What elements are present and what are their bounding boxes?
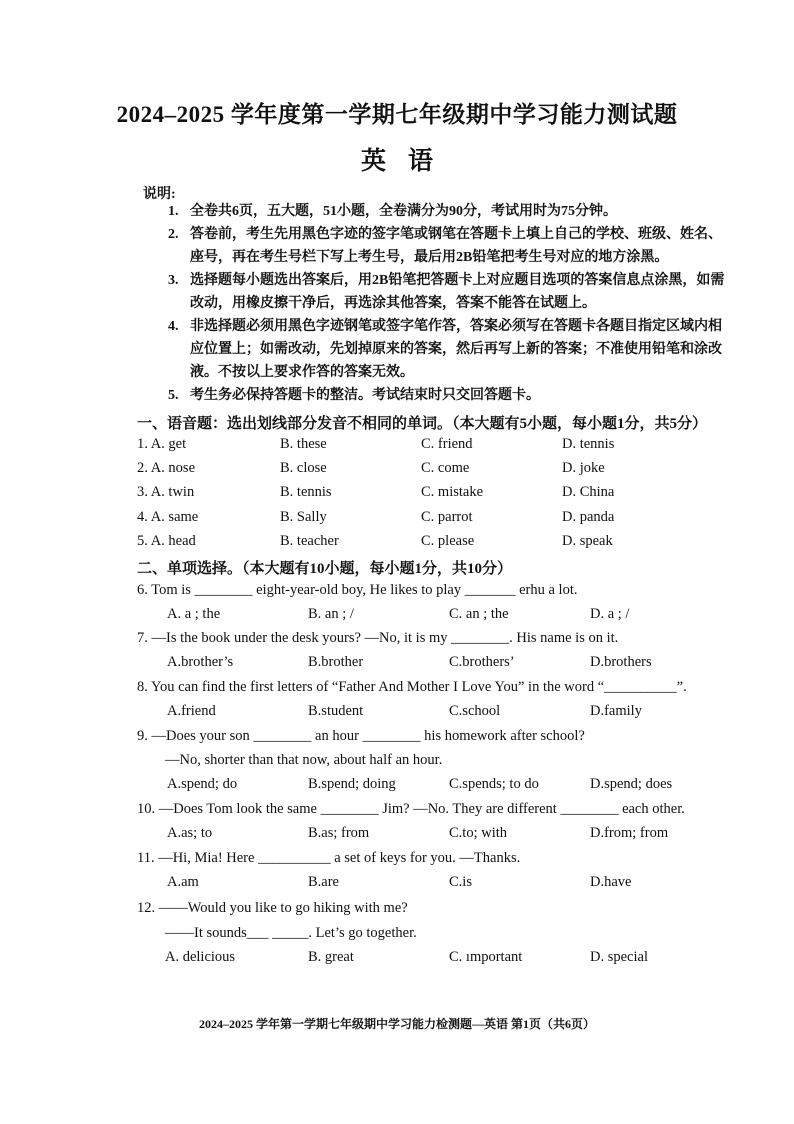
option-a: A. delicious [165, 949, 236, 965]
option-b: B.as; from [308, 825, 370, 841]
option-d: D.spend; does [590, 776, 673, 792]
option-c: C. please [421, 533, 475, 549]
question-stem: 10. —Does Tom look the same ________ Jim? —No. They are different ________ each other. [137, 801, 685, 817]
subject-heading: 英语 [360, 148, 455, 175]
exam-title: 2024–2025 学年度第一学期七年级期中学习能力测试题 [116, 102, 678, 127]
option-a: 4. A. same [137, 509, 199, 525]
option-d: D. tennis [562, 436, 615, 452]
option-d: D.from; from [590, 825, 669, 841]
question-stem: 7. —Is the book under the desk yours? —No, it is my ________. His name is on it. [137, 630, 619, 646]
option-d: D. panda [562, 509, 615, 525]
instructions-label: 说明: [143, 187, 176, 202]
question-stem: 9. —Does your son ________ an hour ________ his homework after school? [137, 728, 585, 744]
option-b: B.spend; doing [308, 776, 396, 792]
option-b: B. an ; / [308, 606, 354, 622]
instruction-number: 5. [168, 388, 179, 403]
instruction-text: 选择题每小题选出答案后，用2B铅笔把答题卡上对应题目选项的答案信息点涂黑，如需改动，用橡皮擦干净后，再选涂其他答案，答案不能答在试题上。 [190, 273, 725, 311]
option-a: A.brother’s [167, 654, 234, 670]
option-c: C. mistake [421, 484, 484, 500]
option-d: D. joke [562, 460, 605, 476]
instruction-item [168, 269, 728, 315]
instruction-text: 全卷共6页，五大题，51小题，全卷满分为90分，考试用时为75分钟。 [190, 204, 617, 219]
phonetics-row [137, 436, 737, 456]
question-stem: 12. ——Would you like to go hiking with me? [137, 900, 408, 916]
option-a: 1. A. get [137, 436, 187, 452]
options-row [167, 825, 767, 845]
question-stem: 8. You can find the first letters of “Father And Mother I Love You” in the word “__________”. [137, 679, 687, 695]
instruction-item [168, 315, 728, 384]
instruction-item [168, 384, 728, 407]
instruction-number: 1. [168, 204, 179, 219]
option-d: D. speak [562, 533, 613, 549]
option-c: C. an ; the [449, 606, 509, 622]
option-a: 3. A. twin [137, 484, 195, 500]
option-b: B. tennis [280, 484, 332, 500]
option-b: B. great [308, 949, 354, 965]
option-a: 2. A. nose [137, 460, 195, 476]
instruction-text: 答卷前，考生先用黑色字迹的签字笔或钢笔在答题卡上填上自己的学校、班级、姓名、座号，再在考生号栏下写上考生号，最后用2B铅笔把考生号对应的地方涂黑。 [190, 227, 722, 265]
option-d: D. a ; / [590, 606, 630, 622]
instruction-item [168, 223, 728, 269]
option-c: C.is [449, 874, 472, 890]
option-a: A.am [167, 874, 199, 890]
options-row [165, 949, 765, 969]
option-d: D. special [590, 949, 648, 965]
phonetics-row [137, 484, 737, 504]
section1-heading: 一、语音题：选出划线部分发音不相同的单词。（本大题有5小题，每小题1分，共5分） [137, 416, 708, 432]
instruction-text: 非选择题必须用黑色字迹钢笔或签字笔作答，答案必须写在答题卡各题目指定区域内相应位置上；如需改动，先划掉原来的答案，然后再写上新的答案；不准使用铅笔和涂改液。不按以上要求作答的答案无效。 [190, 319, 722, 380]
page-footer: 2024–2025 学年第一学期七年级期中学习能力检测题—英语 第1页（共6页） [198, 1017, 595, 1031]
option-d: D. China [562, 484, 615, 500]
options-row [167, 654, 767, 674]
option-b: B.are [308, 874, 339, 890]
option-b: B. these [280, 436, 327, 452]
option-a: A.as; to [167, 825, 213, 841]
option-c: C.brothers’ [449, 654, 515, 670]
option-c: C. parrot [421, 509, 473, 525]
options-row [167, 874, 767, 894]
option-d: D.have [590, 874, 632, 890]
option-b: B.student [308, 703, 364, 719]
option-d: D.family [590, 703, 642, 719]
instruction-number: 4. [168, 319, 179, 334]
section2-heading: 二、单项选择。（本大题有10小题，每小题1分，共10分） [137, 561, 513, 577]
option-c: C.school [449, 703, 501, 719]
option-a: A. a ; the [167, 606, 221, 622]
question-stem-line2: —No, shorter than that now, about half an hour. [165, 752, 443, 768]
option-c: C. come [421, 460, 470, 476]
option-a: 5. A. head [137, 533, 196, 549]
option-b: B. teacher [280, 533, 339, 549]
option-c: C. ımportant [449, 949, 523, 965]
option-c: C. friend [421, 436, 473, 452]
option-c: C.spends; to do [449, 776, 539, 792]
question-stem-line2: ——It sounds___ _____. Let’s go together. [165, 925, 417, 941]
option-c: C.to; with [449, 825, 508, 841]
instruction-text: 考生务必保持答题卡的整洁。考试结束时只交回答题卡。 [190, 388, 540, 403]
option-b: B. Sally [280, 509, 327, 525]
question-stem: 11. —Hi, Mia! Here __________ a set of keys for you. —Thanks. [137, 850, 521, 866]
option-b: B.brother [308, 654, 364, 670]
option-a: A.spend; do [167, 776, 238, 792]
phonetics-row [137, 533, 737, 553]
phonetics-row [137, 509, 737, 529]
options-row [167, 703, 767, 723]
options-row [167, 776, 767, 796]
question-stem: 6. Tom is ________ eight-year-old boy, He likes to play _______ erhu a lot. [137, 582, 578, 598]
instruction-number: 3. [168, 273, 179, 288]
options-row [167, 606, 767, 626]
option-a: A.friend [167, 703, 216, 719]
phonetics-row [137, 460, 737, 480]
instructions-list [168, 200, 728, 407]
instruction-item [168, 200, 728, 223]
option-b: B. close [280, 460, 327, 476]
option-d: D.brothers [590, 654, 652, 670]
instruction-number: 2. [168, 227, 179, 242]
